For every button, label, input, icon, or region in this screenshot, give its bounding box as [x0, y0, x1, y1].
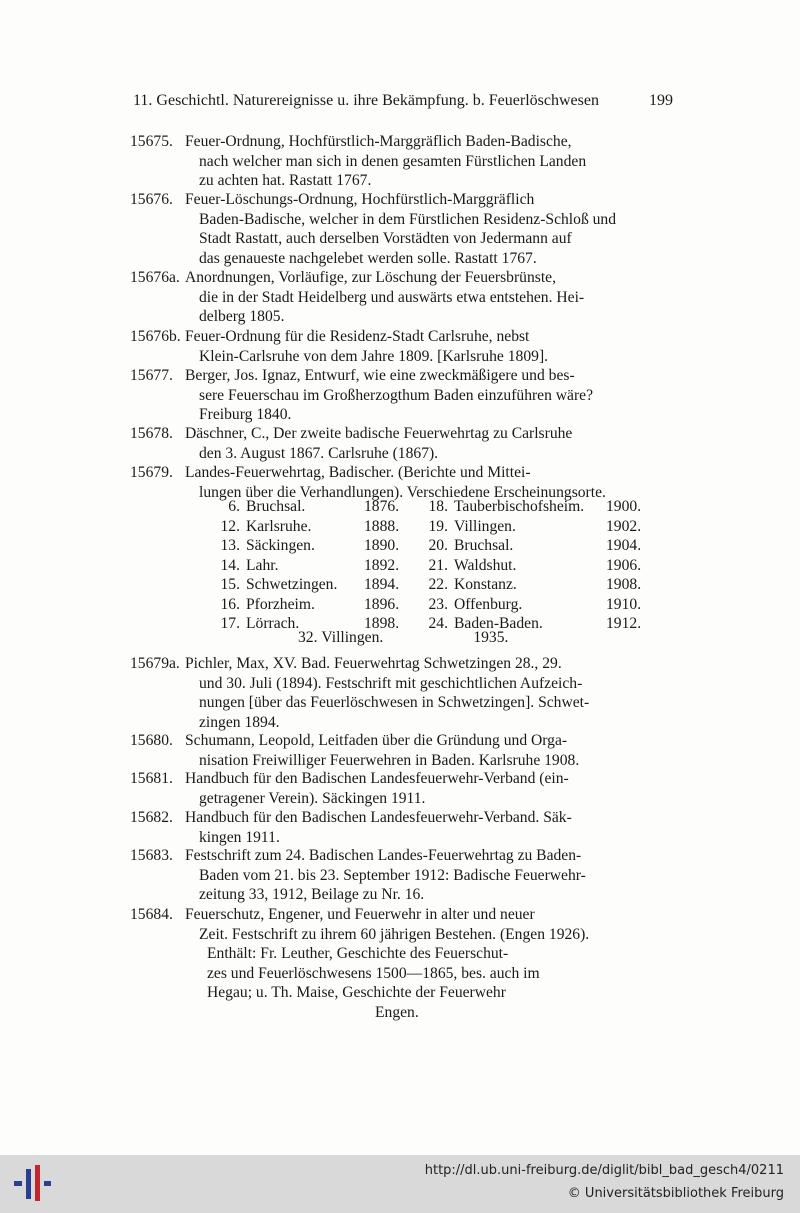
places-cell: Pforzheim. [246, 595, 315, 613]
places-cell: 23. [428, 595, 448, 613]
entry-line: Feuer-Ordnung, Hochfürstlich-Marggräflich Baden-Badische, [185, 133, 572, 150]
places-cell: 22. [428, 576, 448, 593]
places-last-num: 32. [298, 629, 318, 646]
places-cell: 1892. [364, 556, 400, 574]
entry-text [185, 366, 671, 425]
entry-text [185, 905, 671, 1022]
entry-number: 15678. [130, 425, 173, 442]
entry-text [185, 731, 671, 770]
places-cell: Tauberbischofsheim. [454, 498, 585, 515]
entry-number: 15676a. [130, 269, 180, 286]
entry-text [185, 654, 671, 732]
entry-text [185, 268, 671, 327]
places-cell: 20. [428, 537, 448, 554]
places-cell: Schwetzingen. [246, 576, 338, 593]
entry-line: Klein-Carlsruhe von dem Jahre 1809. [Karlsruhe 1809]. [199, 347, 549, 365]
places-cell: Lahr. [246, 556, 279, 574]
places-row [210, 517, 662, 537]
places-cell: 1890. [364, 537, 400, 554]
entry-line: Zeit. Festschrift zu ihrem 60 jährigen Bestehen. (Engen 1926). [199, 925, 590, 943]
places-last-row [298, 629, 508, 647]
entry-line: kingen 1911. [199, 828, 280, 846]
entry-line: sere Feuerschau im Großherzogthum Baden einzuführen wäre? [199, 386, 594, 404]
places-row [210, 575, 662, 595]
header-title: 11. Geschichtl. Naturereignisse u. ihre Bekämpfung. b. Feuerlöschwesen [133, 92, 599, 109]
entry-text [185, 190, 671, 268]
places-row [210, 497, 662, 517]
entry-text [185, 769, 671, 808]
copyright-notice: © Universitätsbibliothek Freiburg [567, 1186, 784, 1201]
entry-line: zeitung 33, 1912, Beilage zu Nr. 16. [199, 886, 425, 903]
places-cell: Bruchsal. [454, 537, 514, 554]
library-logo-icon [12, 1163, 52, 1203]
viewer-footer [0, 1155, 800, 1213]
places-cell: 6. [228, 498, 240, 515]
places-cell: 12. [220, 517, 240, 535]
entry-line: Festschrift zum 24. Badischen Landes-Feuerwehrtag zu Baden- [185, 847, 582, 864]
entry-line: Baden vom 21. bis 23. September 1912: Badische Feuerwehr- [199, 866, 586, 884]
places-cell: Säckingen. [246, 537, 315, 554]
places-cell: 1912. [606, 615, 642, 632]
entry-line: Freiburg 1840. [199, 406, 292, 423]
places-cell: Bruchsal. [246, 498, 306, 515]
entry-line: die in der Stadt Heidelberg und auswärts etwa entstehen. Hei- [199, 288, 585, 306]
entry-line: Feuer-Löschungs-Ordnung, Hochfürstlich-Marggräflich [185, 191, 535, 208]
entry-number: 15676b. [130, 328, 181, 345]
places-cell: 1902. [606, 517, 642, 535]
entry-number: 15680. [130, 732, 173, 749]
entry-number: 15679a. [130, 655, 180, 672]
entry-text [185, 808, 671, 847]
places-cell: 17. [220, 615, 240, 632]
places-cell: 24. [428, 615, 448, 632]
places-cell: 13. [220, 537, 240, 554]
places-cell: 1906. [606, 556, 642, 574]
entry-line: delberg 1805. [199, 308, 285, 325]
places-cell: 1876. [364, 498, 400, 515]
places-cell: 1904. [606, 537, 642, 554]
places-last-year: 1935. [473, 629, 509, 646]
places-row [210, 536, 662, 556]
places-last-name: Villingen. [321, 629, 384, 646]
entry-number: 15682. [130, 809, 173, 826]
entry-line: Landes-Feuerwehrtag, Badischer. (Berichte und Mittei- [185, 464, 531, 481]
places-cell: 15. [220, 576, 240, 593]
entry-text [185, 327, 671, 366]
entry-line: das genaueste nachgelebet werden solle. Rastatt 1767. [199, 249, 537, 267]
entry-line: Handbuch für den Badischen Landesfeuerwehr-Verband (ein- [185, 770, 569, 787]
places-cell: Offenburg. [454, 595, 523, 613]
entry-number: 15675. [130, 133, 173, 150]
places-cell: 16. [220, 595, 240, 613]
entry-line: Pichler, Max, XV. Bad. Feuerwehrtag Schwetzingen 28., 29. [185, 655, 562, 672]
entry-line: lungen über die Verhandlungen). Verschiedene Erscheinungsorte. [199, 483, 606, 501]
places-cell: 18. [428, 498, 448, 515]
entry-text [185, 424, 671, 463]
entry-line: Enthält: Fr. Leuther, Geschichte des Feuerschut- [207, 945, 509, 962]
entry-number: 15684. [130, 906, 173, 923]
places-cell: 19. [428, 517, 448, 535]
places-cell: 1908. [606, 576, 642, 593]
places-cell: Karlsruhe. [246, 517, 312, 535]
page-number: 199 [649, 92, 673, 109]
entry-text [185, 132, 671, 191]
places-cell: 1910. [606, 595, 642, 613]
places-cell: 14. [220, 556, 240, 574]
places-cell: Lörrach. [246, 615, 300, 632]
entry-line: den 3. August 1867. Carlsruhe (1867). [199, 444, 439, 462]
places-cell: Baden-Baden. [454, 615, 543, 632]
entry-line: nach welcher man sich in denen gesamten Fürstlichen Landen [199, 152, 587, 170]
entry-line: zes und Feuerlöschwesens 1500—1865, bes. auch im [207, 964, 540, 982]
entry-line: Baden-Badische, welcher in dem Fürstlichen Residenz-Schloß und [199, 210, 617, 228]
places-cell: Villingen. [454, 517, 516, 535]
entry-number: 15683. [130, 847, 173, 864]
entry-line: Anordnungen, Vorläufige, zur Löschung der Feuersbrünste, [185, 269, 556, 286]
entry-line: Hegau; u. Th. Maise, Geschichte der Feuerwehr [207, 984, 506, 1001]
places-cell: 1894. [364, 576, 400, 593]
entry-line: nungen [über das Feuerlöschwesen in Schwetzingen]. Schwet- [199, 694, 590, 711]
places-cell: 1898. [364, 615, 400, 632]
entry-line: zu achten hat. Rastatt 1767. [199, 172, 372, 189]
places-cell: Waldshut. [454, 556, 517, 574]
places-cell: 1888. [364, 517, 400, 535]
running-header [133, 92, 673, 110]
entry-line: Stadt Rastatt, auch derselben Vorstädten von Jedermann auf [199, 230, 572, 247]
places-cell: 1900. [606, 498, 642, 515]
entry-text [185, 846, 671, 905]
places-cell: Konstanz. [454, 576, 517, 593]
entry-line: Schumann, Leopold, Leitfaden über die Gründung und Orga- [185, 732, 568, 749]
entry-number: 15679. [130, 464, 173, 481]
entry-number: 15677. [130, 367, 173, 384]
entry-line: nisation Freiwilliger Feuerwehren in Baden. Karlsruhe 1908. [199, 751, 580, 769]
entry-number: 15676. [130, 191, 173, 208]
places-row [210, 556, 662, 576]
document-url[interactable]: http://dl.ub.uni-freiburg.de/diglit/bibl_bad_gesch4/0211 [424, 1163, 784, 1178]
entry-line: Engen. [375, 1003, 419, 1021]
places-table [210, 497, 662, 634]
entry-line: zingen 1894. [199, 713, 280, 731]
entry-line: Handbuch für den Badischen Landesfeuerwehr-Verband. Säk- [185, 809, 572, 826]
places-cell: 21. [428, 556, 448, 574]
entry-line: und 30. Juli (1894). Festschrift mit geschichtlichen Aufzeich- [199, 674, 583, 692]
entry-line: Berger, Jos. Ignaz, Entwurf, wie eine zweckmäßigere und bes- [185, 367, 575, 384]
entry-line: Feuer-Ordnung für die Residenz-Stadt Carlsruhe, nebst [185, 328, 530, 345]
entry-line: Feuerschutz, Engener, und Feuerwehr in alter und neuer [185, 906, 535, 923]
places-row [210, 595, 662, 615]
places-cell: 1896. [364, 595, 400, 613]
entry-number: 15681. [130, 770, 173, 787]
entry-line: Däschner, C., Der zweite badische Feuerwehrtag zu Carlsruhe [185, 425, 573, 442]
entry-line: getragener Verein). Säckingen 1911. [199, 789, 426, 807]
